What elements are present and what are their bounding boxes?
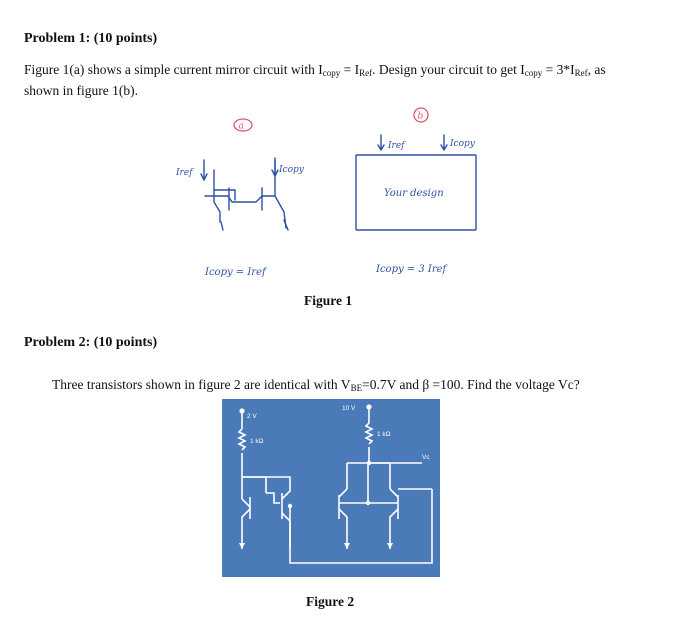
figure2-caption: Figure 2 [306,594,355,609]
r-left-label: 1 kΩ [250,438,264,445]
label-b: b [417,111,424,122]
design-box-text: Your design [384,188,444,199]
iref-left-label: Iref [176,168,193,178]
problem1-line1: Figure 1(a) shows a simple current mirror circuit with $I_{copy} = I_{Ref}$. Design your circuit to get $I_{copy} = 3*I_{Ref}$, as [24,62,606,78]
iref-top-label: Iref [388,141,405,151]
problem1-statement [24,61,684,100]
formula-b: Icopy = 3 Iref [376,264,447,275]
r-right-label: 1 kΩ [377,431,391,438]
resistor-left [239,429,245,450]
problem2-heading: Problem 2: (10 points) [24,335,158,350]
figure2-circuit [222,399,440,577]
problem1-line2: shown in figure 1(b). [24,83,138,98]
figure2-circuit-panel [222,399,440,577]
icopy-left-label: Icopy [279,165,304,175]
resistor-right [366,423,372,444]
icopy-top-label: Icopy [450,139,475,149]
figure1b-sketch [356,108,476,275]
problem2-statement: Three transistors shown in figure 2 are identical with $V_{BE}=0.7V$ and β =100. Find the voltage Vc? [52,377,580,393]
vc-label: Vc [422,454,430,461]
label-a: a [238,121,244,132]
figure1-sketch [0,100,700,300]
problem1-heading: Problem 1: (10 points) [24,31,158,46]
formula-a: Icopy = Iref [205,267,266,278]
v-right-label: 10 V [342,405,356,412]
figure1-caption: Figure 1 [304,293,353,308]
figure1a-sketch [175,119,305,278]
v-left-label: 2 V [247,413,257,420]
